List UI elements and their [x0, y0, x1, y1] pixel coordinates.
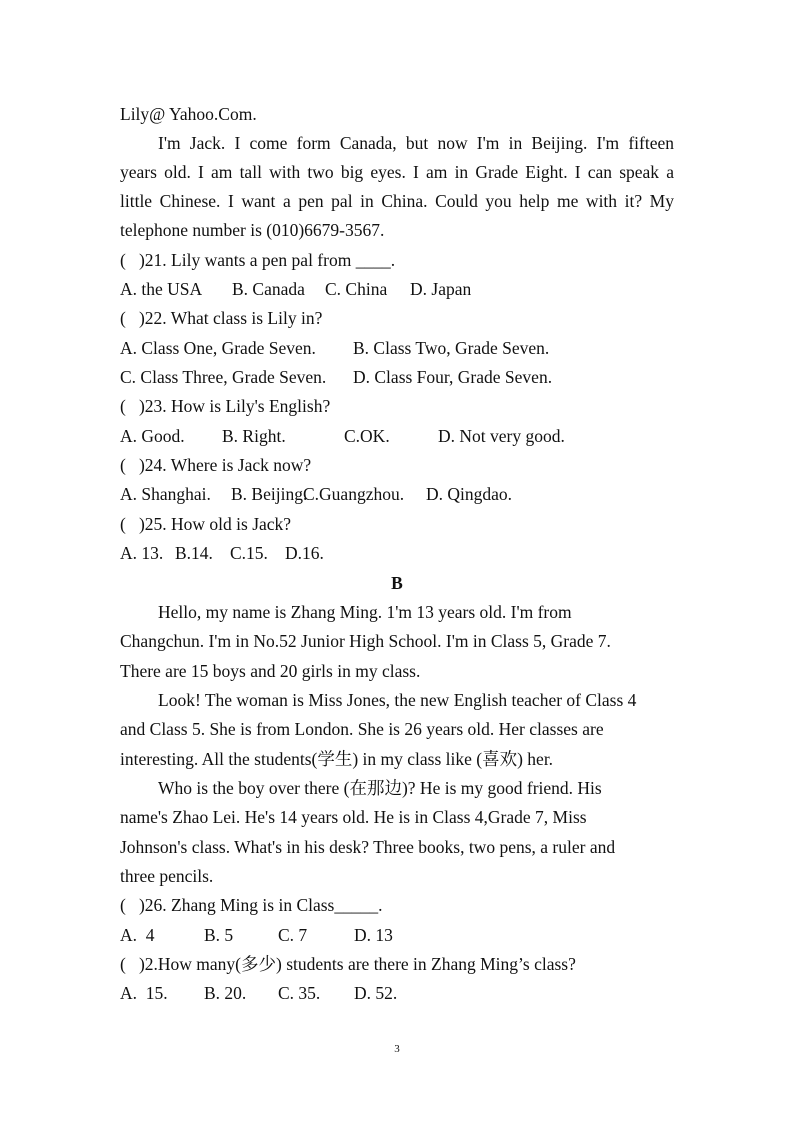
question-22-stem: ( )22. What class is Lily in?	[120, 308, 323, 328]
option-b: B.14.	[175, 543, 213, 563]
option-b: B. 20.	[204, 983, 247, 1003]
option-d: D. Class Four, Grade Seven.	[353, 367, 553, 387]
option-d: D.16.	[285, 543, 324, 563]
passage-line: little Chinese. I want a pen pal in China. Could you help me with it? My	[120, 191, 674, 211]
option-c: C.Guangzhou.	[303, 484, 405, 504]
option-b: B. Beijing.	[231, 484, 308, 504]
passage-line: Lily@ Yahoo.Com.	[120, 104, 257, 124]
option-a: A. 4	[120, 925, 155, 945]
option-b: B. 5	[204, 925, 234, 945]
passage-line: Who is the boy over there (在那边)? He is my good friend. His	[158, 778, 602, 798]
section-b-heading: B	[391, 573, 403, 593]
option-d: D. 13	[354, 925, 393, 945]
passage-line: Look! The woman is Miss Jones, the new English teacher of Class 4	[158, 690, 637, 710]
passage-line: years old. I am tall with two big eyes. I am in Grade Eight. I can speak a	[120, 162, 674, 182]
option-b: B. Right.	[222, 426, 286, 446]
option-d: D. Japan	[410, 279, 472, 299]
option-c: C. China	[325, 279, 388, 299]
option-a: A. Shanghai.	[120, 484, 211, 504]
option-c: C.OK.	[344, 426, 390, 446]
question-25-stem: ( )25. How old is Jack?	[120, 514, 292, 534]
option-a: A. 15.	[120, 983, 168, 1003]
passage-line: three pencils.	[120, 866, 214, 886]
question-27-stem: ( )2.How many(多少) students are there in Zhang Ming’s class?	[120, 954, 576, 974]
option-a: A. Class One, Grade Seven.	[120, 338, 316, 358]
option-c: C. Class Three, Grade Seven.	[120, 367, 327, 387]
passage-line: I'm Jack. I come form Canada, but now I'm in Beijing. I'm fifteen	[158, 133, 674, 153]
passage-line: There are 15 boys and 20 girls in my class.	[120, 661, 421, 681]
passage-line: interesting. All the students(学生) in my class like (喜欢) her.	[120, 749, 554, 769]
question-26-stem: ( )26. Zhang Ming is in Class_____.	[120, 895, 383, 915]
option-d: D. Not very good.	[438, 426, 565, 446]
passage-line: Changchun. I'm in No.52 Junior High School. I'm in Class 5, Grade 7.	[120, 631, 611, 651]
passage-line: name's Zhao Lei. He's 14 years old. He is in Class 4,Grade 7, Miss	[120, 807, 587, 827]
option-a: A. 13.	[120, 543, 164, 563]
option-d: D. 52.	[354, 983, 398, 1003]
passage-line: telephone number is (010)6679-3567.	[120, 220, 385, 240]
option-b: B. Canada	[232, 279, 305, 299]
passage-line: Johnson's class. What's in his desk? Three books, two pens, a ruler and	[120, 837, 616, 857]
option-b: B. Class Two, Grade Seven.	[353, 338, 550, 358]
passage-line: Hello, my name is Zhang Ming. 1'm 13 years old. I'm from	[158, 602, 572, 622]
passage-line: and Class 5. She is from London. She is 26 years old. Her classes are	[120, 719, 604, 739]
option-a: A. the USA	[120, 279, 203, 299]
option-c: C.15.	[230, 543, 268, 563]
option-c: C. 7	[278, 925, 308, 945]
page-number: 3	[394, 1043, 400, 1055]
question-24-stem: ( )24. Where is Jack now?	[120, 455, 312, 475]
option-a: A. Good.	[120, 426, 185, 446]
option-d: D. Qingdao.	[426, 484, 513, 504]
question-23-stem: ( )23. How is Lily's English?	[120, 396, 331, 416]
question-21-stem: ( )21. Lily wants a pen pal from ____.	[120, 250, 396, 270]
option-c: C. 35.	[278, 983, 321, 1003]
